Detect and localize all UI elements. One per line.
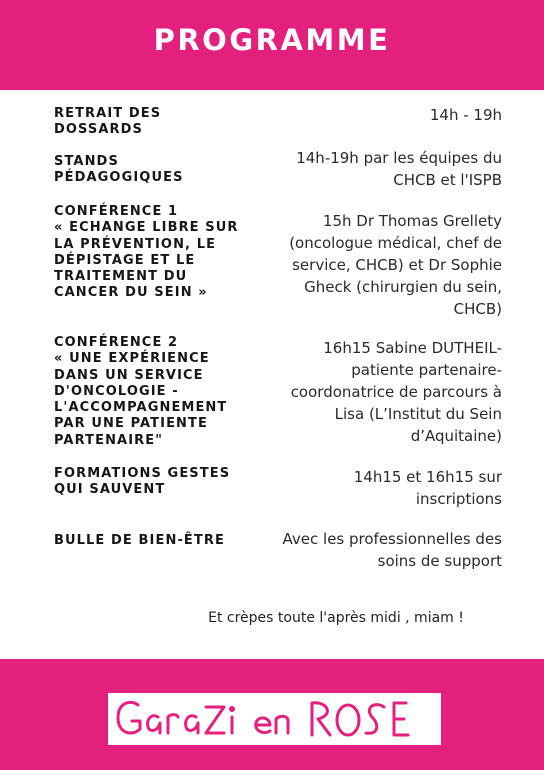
program-label: RETRAIT DES DOSSARDS: [54, 106, 162, 138]
program-value: 14h-19h par les équipes du CHCB et l'ISPB: [296, 149, 502, 189]
program-value: 16h15 Sabine DUTHEIL- patiente partenaire- coordonatrice de parcours à Lisa (L’Institut du Sein d’Aquitaine): [290, 339, 502, 445]
program-value: Avec les professionnelles des soins de support: [282, 530, 502, 570]
program-value: 14h15 et 16h15 sur inscriptions: [353, 468, 502, 508]
program-label: STANDS PÉDAGOGIQUES: [54, 154, 184, 186]
program-value: 14h - 19h: [429, 106, 502, 124]
logo: [108, 693, 441, 745]
program-label: FORMATIONS GESTES QUI SAUVENT: [54, 466, 231, 498]
closing-note: [0, 610, 544, 626]
garazi-en-rose-logo: [108, 693, 441, 745]
header-banner: [0, 0, 544, 90]
program-label: CONFÉRENCE 1 « ECHANGE LIBRE SUR LA PRÉVENTION, LE DÉPISTAGE ET LE TRAITEMENT DU CANCER DU SEIN »: [54, 204, 239, 301]
closing-text: Et crèpes toute l'après midi , miam !: [208, 610, 464, 626]
page-title: PROGRAMME: [153, 23, 391, 57]
program-label: CONFÉRENCE 2 « UNE EXPÉRIENCE DANS UN SERVICE D'ONCOLOGIE - L'ACCOMPAGNEMENT PAR UNE PATIENTE PARTENAIRE": [54, 335, 228, 448]
program-label: BULLE DE BIEN-ÊTRE: [54, 533, 225, 548]
footer-banner: [0, 659, 544, 770]
program-value: 15h Dr Thomas Grellety (oncologue médical, chef de service, CHCB) et Dr Sophie Gheck (chirurgien du sein, CHCB): [289, 212, 502, 318]
